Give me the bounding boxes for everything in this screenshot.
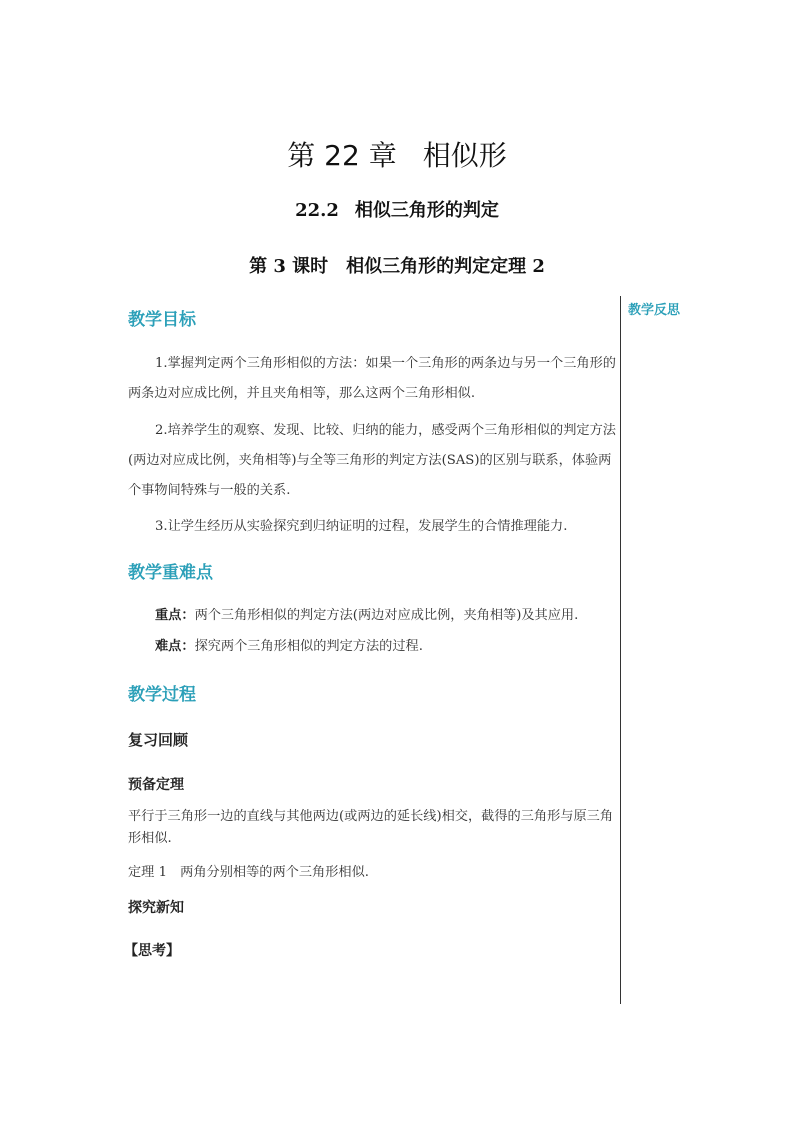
key-point (128, 601, 616, 631)
lesson-number: 第 3 课时 (249, 256, 329, 277)
key-points-heading: 教学重难点 (128, 563, 213, 583)
think-label: 【思考】 (124, 943, 180, 959)
lesson-title (0, 252, 794, 278)
key-point-text: 两个三角形相似的判定方法(两边对应成比例，夹角相等)及其应用. (194, 608, 579, 623)
chapter-number: 第 22 章 (287, 139, 397, 172)
theorem-1: 定理 1 两角分别相等的两个三角形相似. (128, 865, 369, 880)
process-heading: 教学过程 (128, 685, 196, 705)
key-point-label: 重点： (155, 608, 195, 623)
objective-item-1: 1.掌握判定两个三角形相似的方法：如果一个三角形的两条边与另一个三角形的两条边对应成比例，并且夹角相等，那么这两个三角形相似. (128, 356, 616, 401)
reflection-label: 教学反思 (628, 303, 681, 318)
section-title (0, 196, 794, 222)
difficult-point-text: 探究两个三角形相似的判定方法的过程. (194, 639, 423, 654)
section-name: 相似三角形的判定 (354, 200, 499, 221)
chapter-name: 相似形 (422, 139, 507, 172)
difficult-point-label: 难点： (155, 639, 195, 654)
objective-item-2: 2.培养学生的观察、发现、比较、归纳的能力，感受两个三角形相似的判定方法(两边对应成比例，夹角相等)与全等三角形的判定方法(SAS)的区别与联系，体验两个事物间特殊与一般的关系. (128, 423, 616, 498)
chapter-title (0, 134, 794, 174)
review-heading: 复习回顾 (128, 731, 189, 749)
difficult-point (128, 632, 616, 662)
lesson-name: 相似三角形的判定定理 2 (346, 256, 545, 277)
objectives-heading: 教学目标 (128, 310, 196, 330)
margin-divider (620, 296, 621, 1004)
explore-heading: 探究新知 (128, 900, 184, 916)
prep-text: 平行于三角形一边的直线与其他两边(或两边的延长线)相交，截得的三角形与原三角形相似. (128, 809, 614, 846)
objective-item-3: 3.让学生经历从实验探究到归纳证明的过程，发展学生的合情推理能力. (155, 519, 568, 534)
prep-heading: 预备定理 (128, 777, 184, 793)
section-number: 22.2 (295, 200, 339, 221)
